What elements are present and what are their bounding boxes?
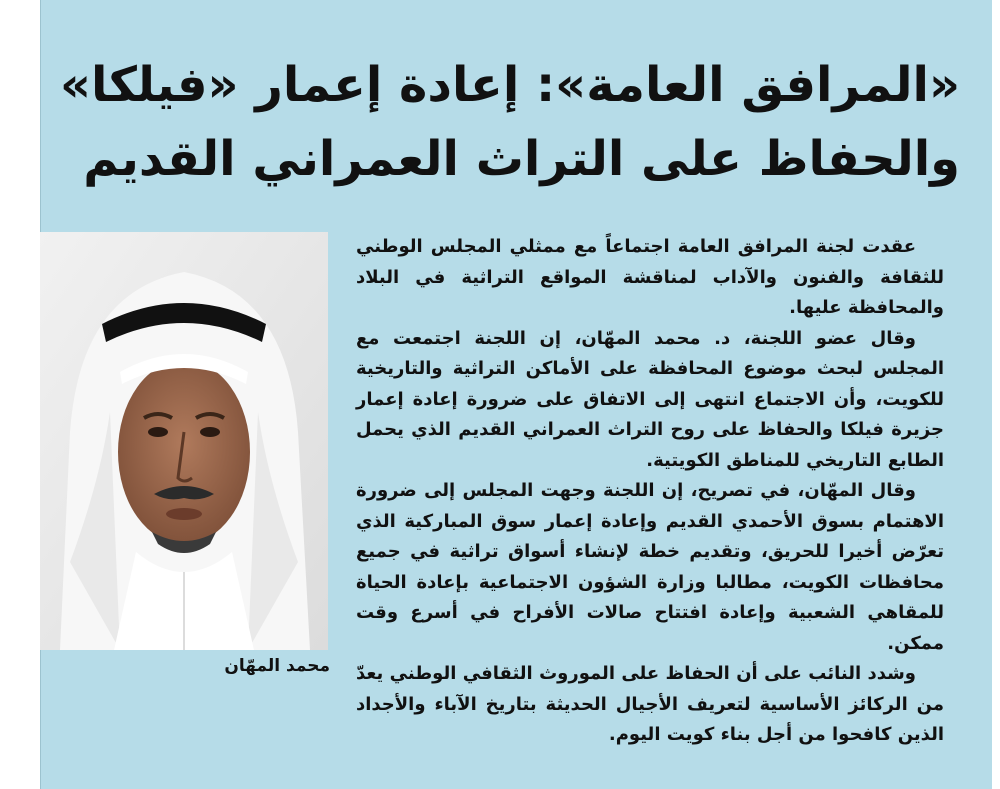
article-body [356, 232, 944, 751]
portrait-illustration [40, 232, 328, 650]
headline [59, 48, 960, 196]
paragraph-2: وقال عضو اللجنة، د. محمد المهّان، إن اللجنة اجتمعت مع المجلس لبحث موضوع المحافظة على الأماكن التراثية والتاريخية للكويت، وأن الاجتماع انتهى إلى الاتفاق على ضرورة إعادة إعمار جزيرة فيلكا والحفاظ على روح التراث العمراني القديم الذي يحمل الطابع التاريخي للمناطق الكويتية. [356, 327, 944, 471]
portrait-photo [40, 232, 328, 650]
headline-line-1: «المرافق العامة»: إعادة إعمار «فيلكا» [59, 57, 960, 113]
headline-line-2: والحفاظ على التراث العمراني القديم [83, 131, 960, 187]
paragraph-3: وقال المهّان، في تصريح، إن اللجنة وجهت المجلس إلى ضرورة الاهتمام بسوق الأحمدي القديم وإعادة إعمار سوق المباركية الذي تعرّض أخيرا للحريق، وتقديم خطة لإنشاء أسواق تراثية في جميع محافظات الكويت، مطالبا وزارة الشؤون الاجتماعية بإعادة الحياة للمقاهي الشعبية وإعادة افتتاح صالات الأفراح في أسرع وقت ممكن. [356, 480, 944, 654]
paragraph-4: وشدد النائب على أن الحفاظ على الموروث الثقافي الوطني يعدّ من الركائز الأساسية لتعريف الأجيال الحديثة بتاريخ الآباء والأجداد الذين كافحوا من أجل بناء كويت اليوم. [356, 663, 944, 745]
page-edge [992, 0, 1000, 789]
photo-caption: محمد المهّان [224, 656, 330, 676]
paragraph-1: عقدت لجنة المرافق العامة اجتماعاً مع ممثلي المجلس الوطني للثقافة والفنون والآداب لمناقشة المواقع التراثية في البلاد والمحافظة عليها. [356, 236, 944, 318]
